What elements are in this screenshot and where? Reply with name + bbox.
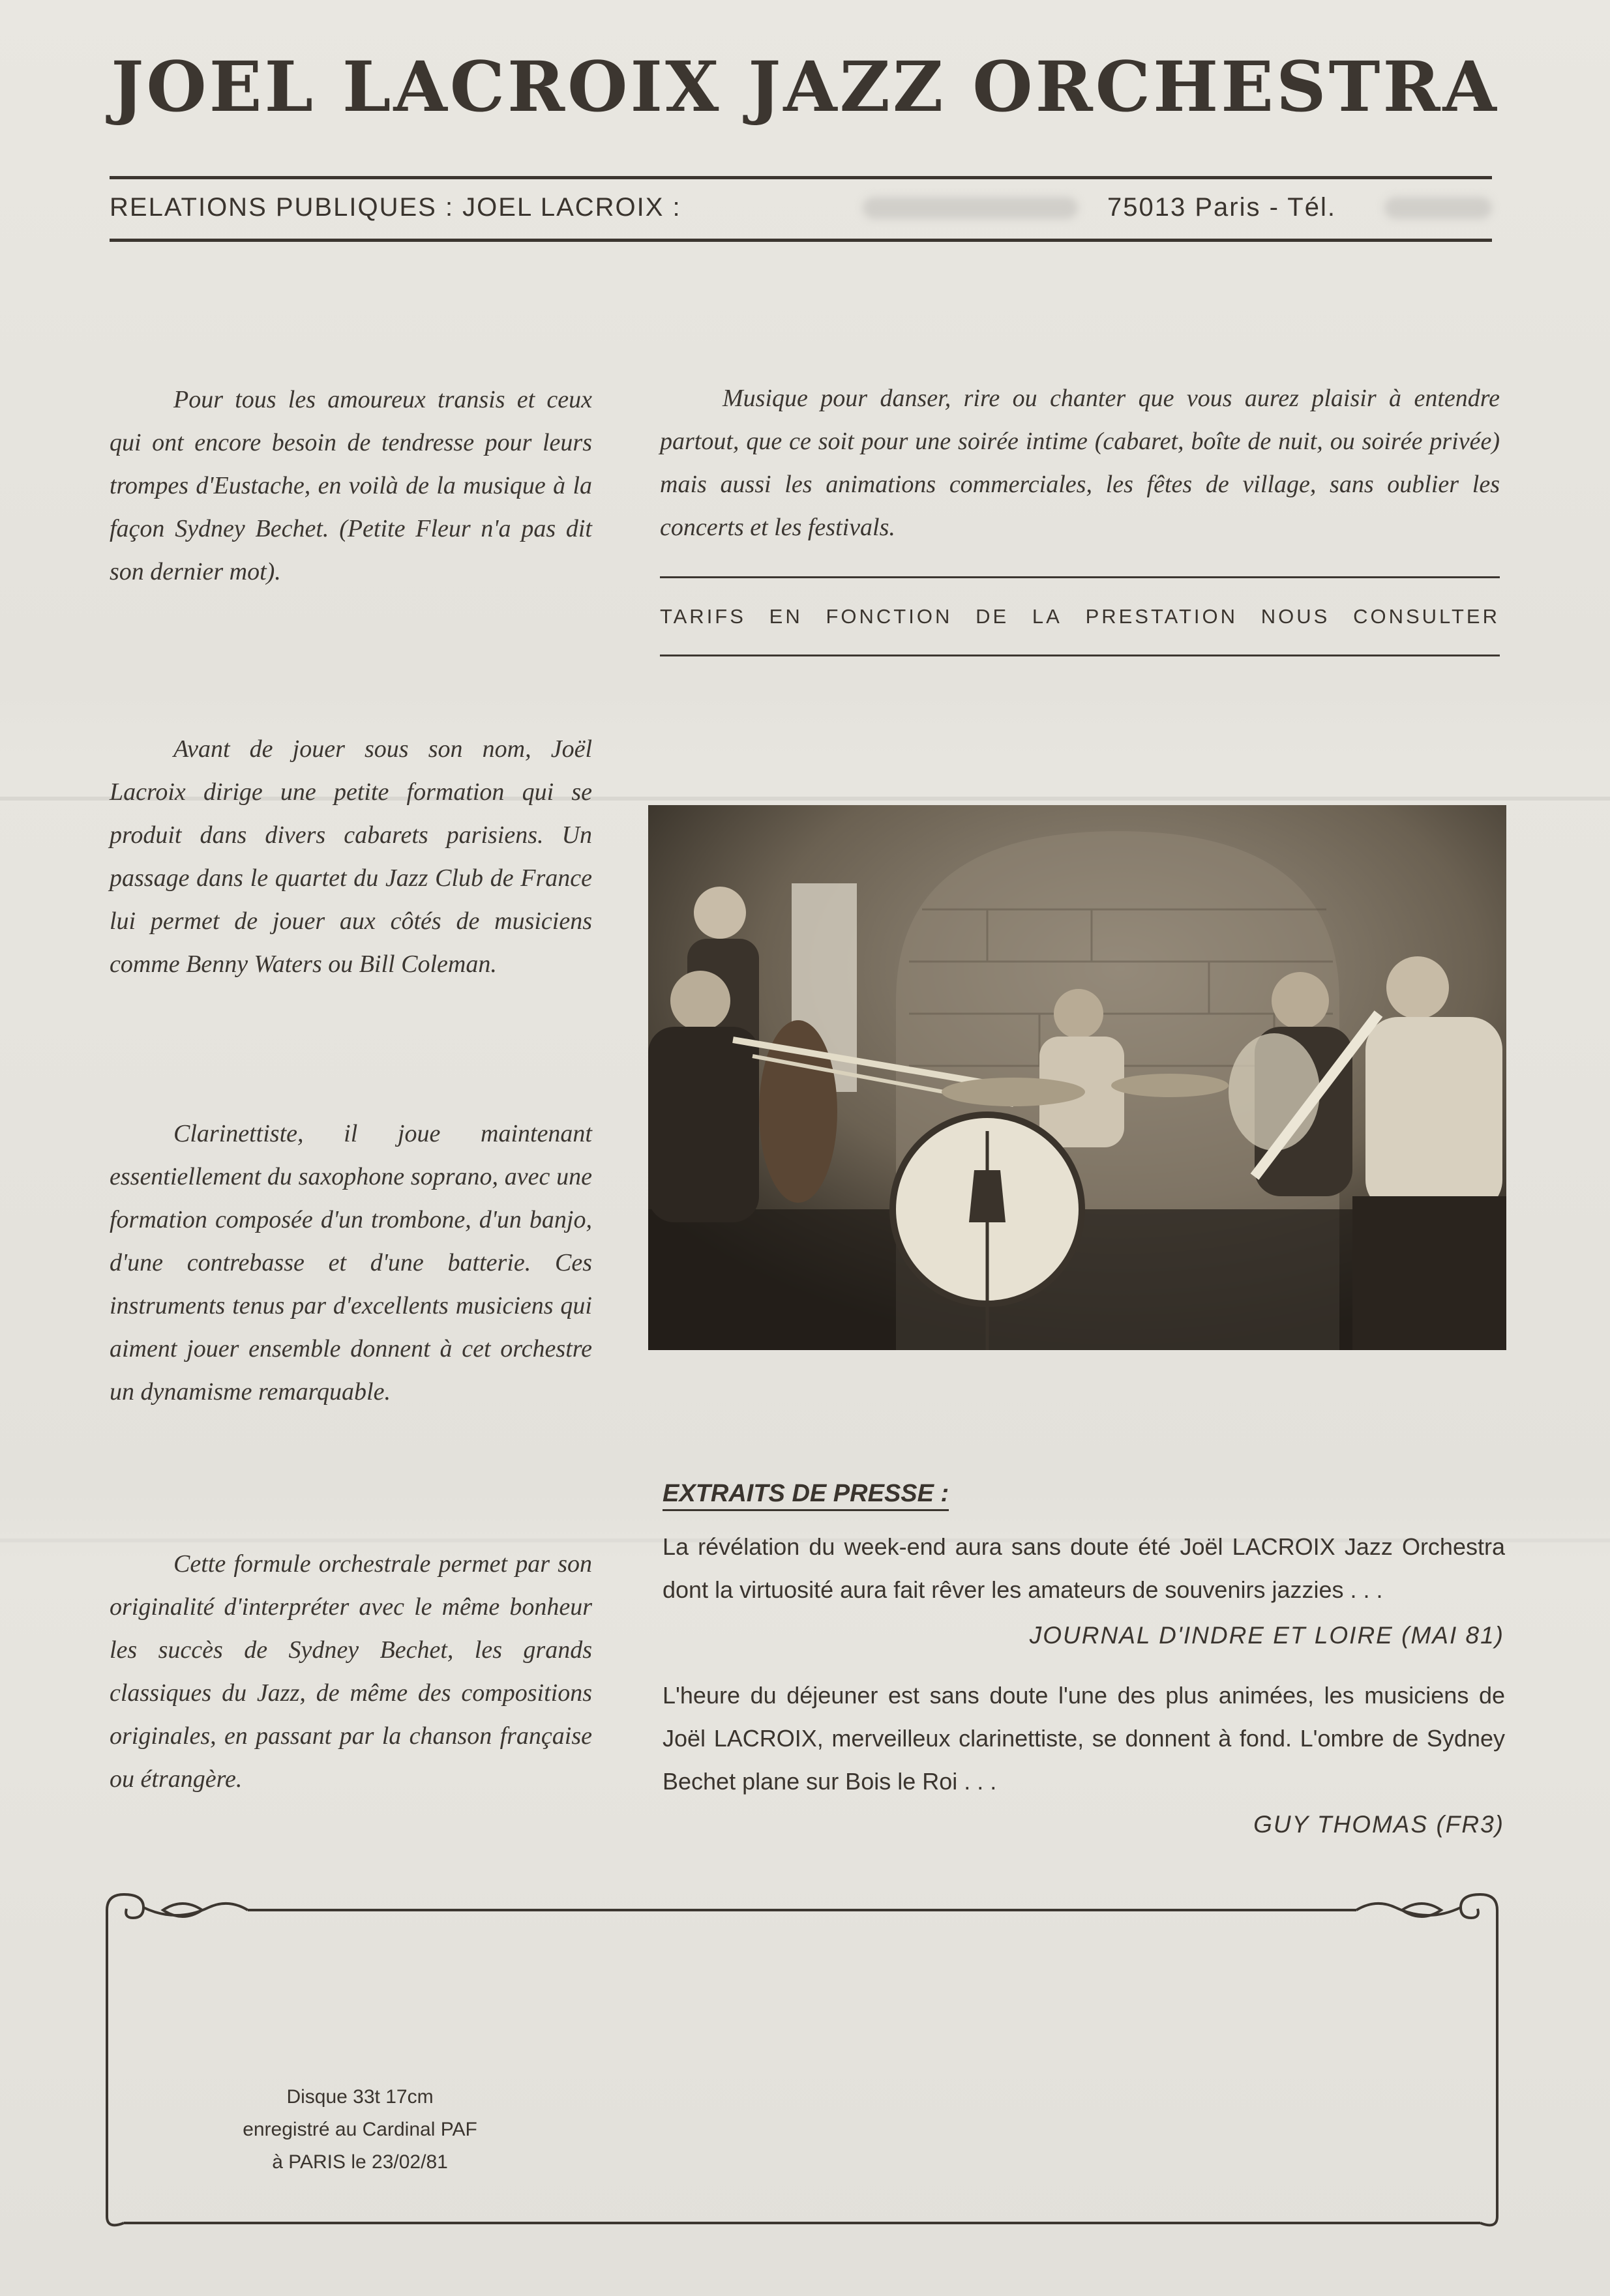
bio-paragraph xyxy=(110,728,592,986)
header-rule-top xyxy=(110,176,1492,179)
tarifs-word: EN xyxy=(769,605,803,628)
paragraph-text: Musique pour danser, rire ou chanter que vous aurez plaisir à entendre partout, que ce soit pour une soirée intime (cabaret, boîte de nuit, ou soirée privée) mais aussi les animations commerciales, les fêtes de village, sans oublier les concerts et les festivals. xyxy=(660,385,1500,541)
record-format: Disque 33t 17cm xyxy=(286,2086,434,2108)
tarifs-word: NOUS xyxy=(1260,605,1330,628)
band-photo xyxy=(648,805,1506,1350)
paragraph-text: Avant de jouer sous son nom, Joël Lacroix dirige une petite formation qui se produit dans divers cabarets parisiens. Un passage dans le quartet du Jazz Club de France lui permet de jouer aux côtés de musiciens comme Benny Waters ou Bill Coleman. xyxy=(110,735,592,978)
paragraph-text: Clarinettiste, il joue maintenant essentiellement du saxophone soprano, avec une formation composée d'un trombone, d'un banjo, d'une contrebasse et d'une batterie. Ces instruments tenus par d'excellents musiciens qui aiment jouer ensemble donnent à cet orchestre un dynamisme remarquable. xyxy=(110,1120,592,1406)
paragraph-text: Pour tous les amoureux transis et ceux qui ont encore besoin de tendresse pour leurs trompes d'Eustache, en voilà de la musique à la façon Sydney Bechet. (Petite Fleur n'a pas dit son dernier mot). xyxy=(110,386,592,585)
press-source-2: GUY THOMAS (FR3) xyxy=(1253,1811,1504,1838)
tarifs-rule-bottom xyxy=(660,655,1500,656)
tarifs-word: DE xyxy=(976,605,1009,628)
redacted-address xyxy=(863,197,1078,219)
band-photo-illustration xyxy=(648,805,1506,1350)
press-heading: EXTRAITS DE PRESSE : xyxy=(663,1480,949,1511)
contact-line xyxy=(110,193,1492,228)
record-studio: enregistré au Cardinal PAF xyxy=(243,2119,477,2140)
redacted-phone xyxy=(1384,197,1492,219)
press-quote-2: L'heure du déjeuner est sans doute l'une des plus animées, les musiciens de Joël LACROIX, merveilleux clarinettiste, se donnent à fond. L'ombre de Sydney Bechet plane sur Bois le Roi . . . xyxy=(663,1682,1505,1795)
record-date: à PARIS le 23/02/81 xyxy=(272,2151,448,2173)
paragraph-text: Cette formule orchestrale permet par son originalité d'interpréter avec le même bonheur les succès de Sydney Bechet, les grands classiques du Jazz, de même des compositions originales, en passant par la chanson française ou étrangère. xyxy=(110,1550,592,1793)
intro-paragraph xyxy=(110,378,592,593)
tarifs-line xyxy=(660,605,1500,628)
header-rule-bottom xyxy=(110,239,1492,242)
contact-label: RELATIONS PUBLIQUES : JOEL LACROIX : xyxy=(110,193,681,222)
tarifs-word: FONCTION xyxy=(826,605,953,628)
tarifs-word: PRESTATION xyxy=(1085,605,1238,628)
record-info xyxy=(171,2081,549,2179)
ornamental-frame xyxy=(98,1884,1506,2236)
instruments-paragraph xyxy=(110,1112,592,1413)
page-title: JOEL LACROIX JAZZ ORCHESTRA xyxy=(111,46,1499,127)
tarifs-rule-top xyxy=(660,576,1500,578)
music-paragraph xyxy=(660,377,1500,549)
press-quote-1: La révélation du week-end aura sans doute été Joël LACROIX Jazz Orchestra dont la virtuosité aura fait rêver les amateurs de souvenirs jazzies . . . xyxy=(663,1533,1505,1603)
contact-city: 75013 Paris - Tél. xyxy=(1107,193,1336,222)
tarifs-word: TARIFS xyxy=(660,605,746,628)
repertoire-paragraph xyxy=(110,1542,592,1801)
tarifs-word: CONSULTER xyxy=(1353,605,1500,628)
press-source-1: JOURNAL D'INDRE ET LOIRE (MAI 81) xyxy=(1029,1622,1504,1649)
tarifs-word: LA xyxy=(1032,605,1062,628)
